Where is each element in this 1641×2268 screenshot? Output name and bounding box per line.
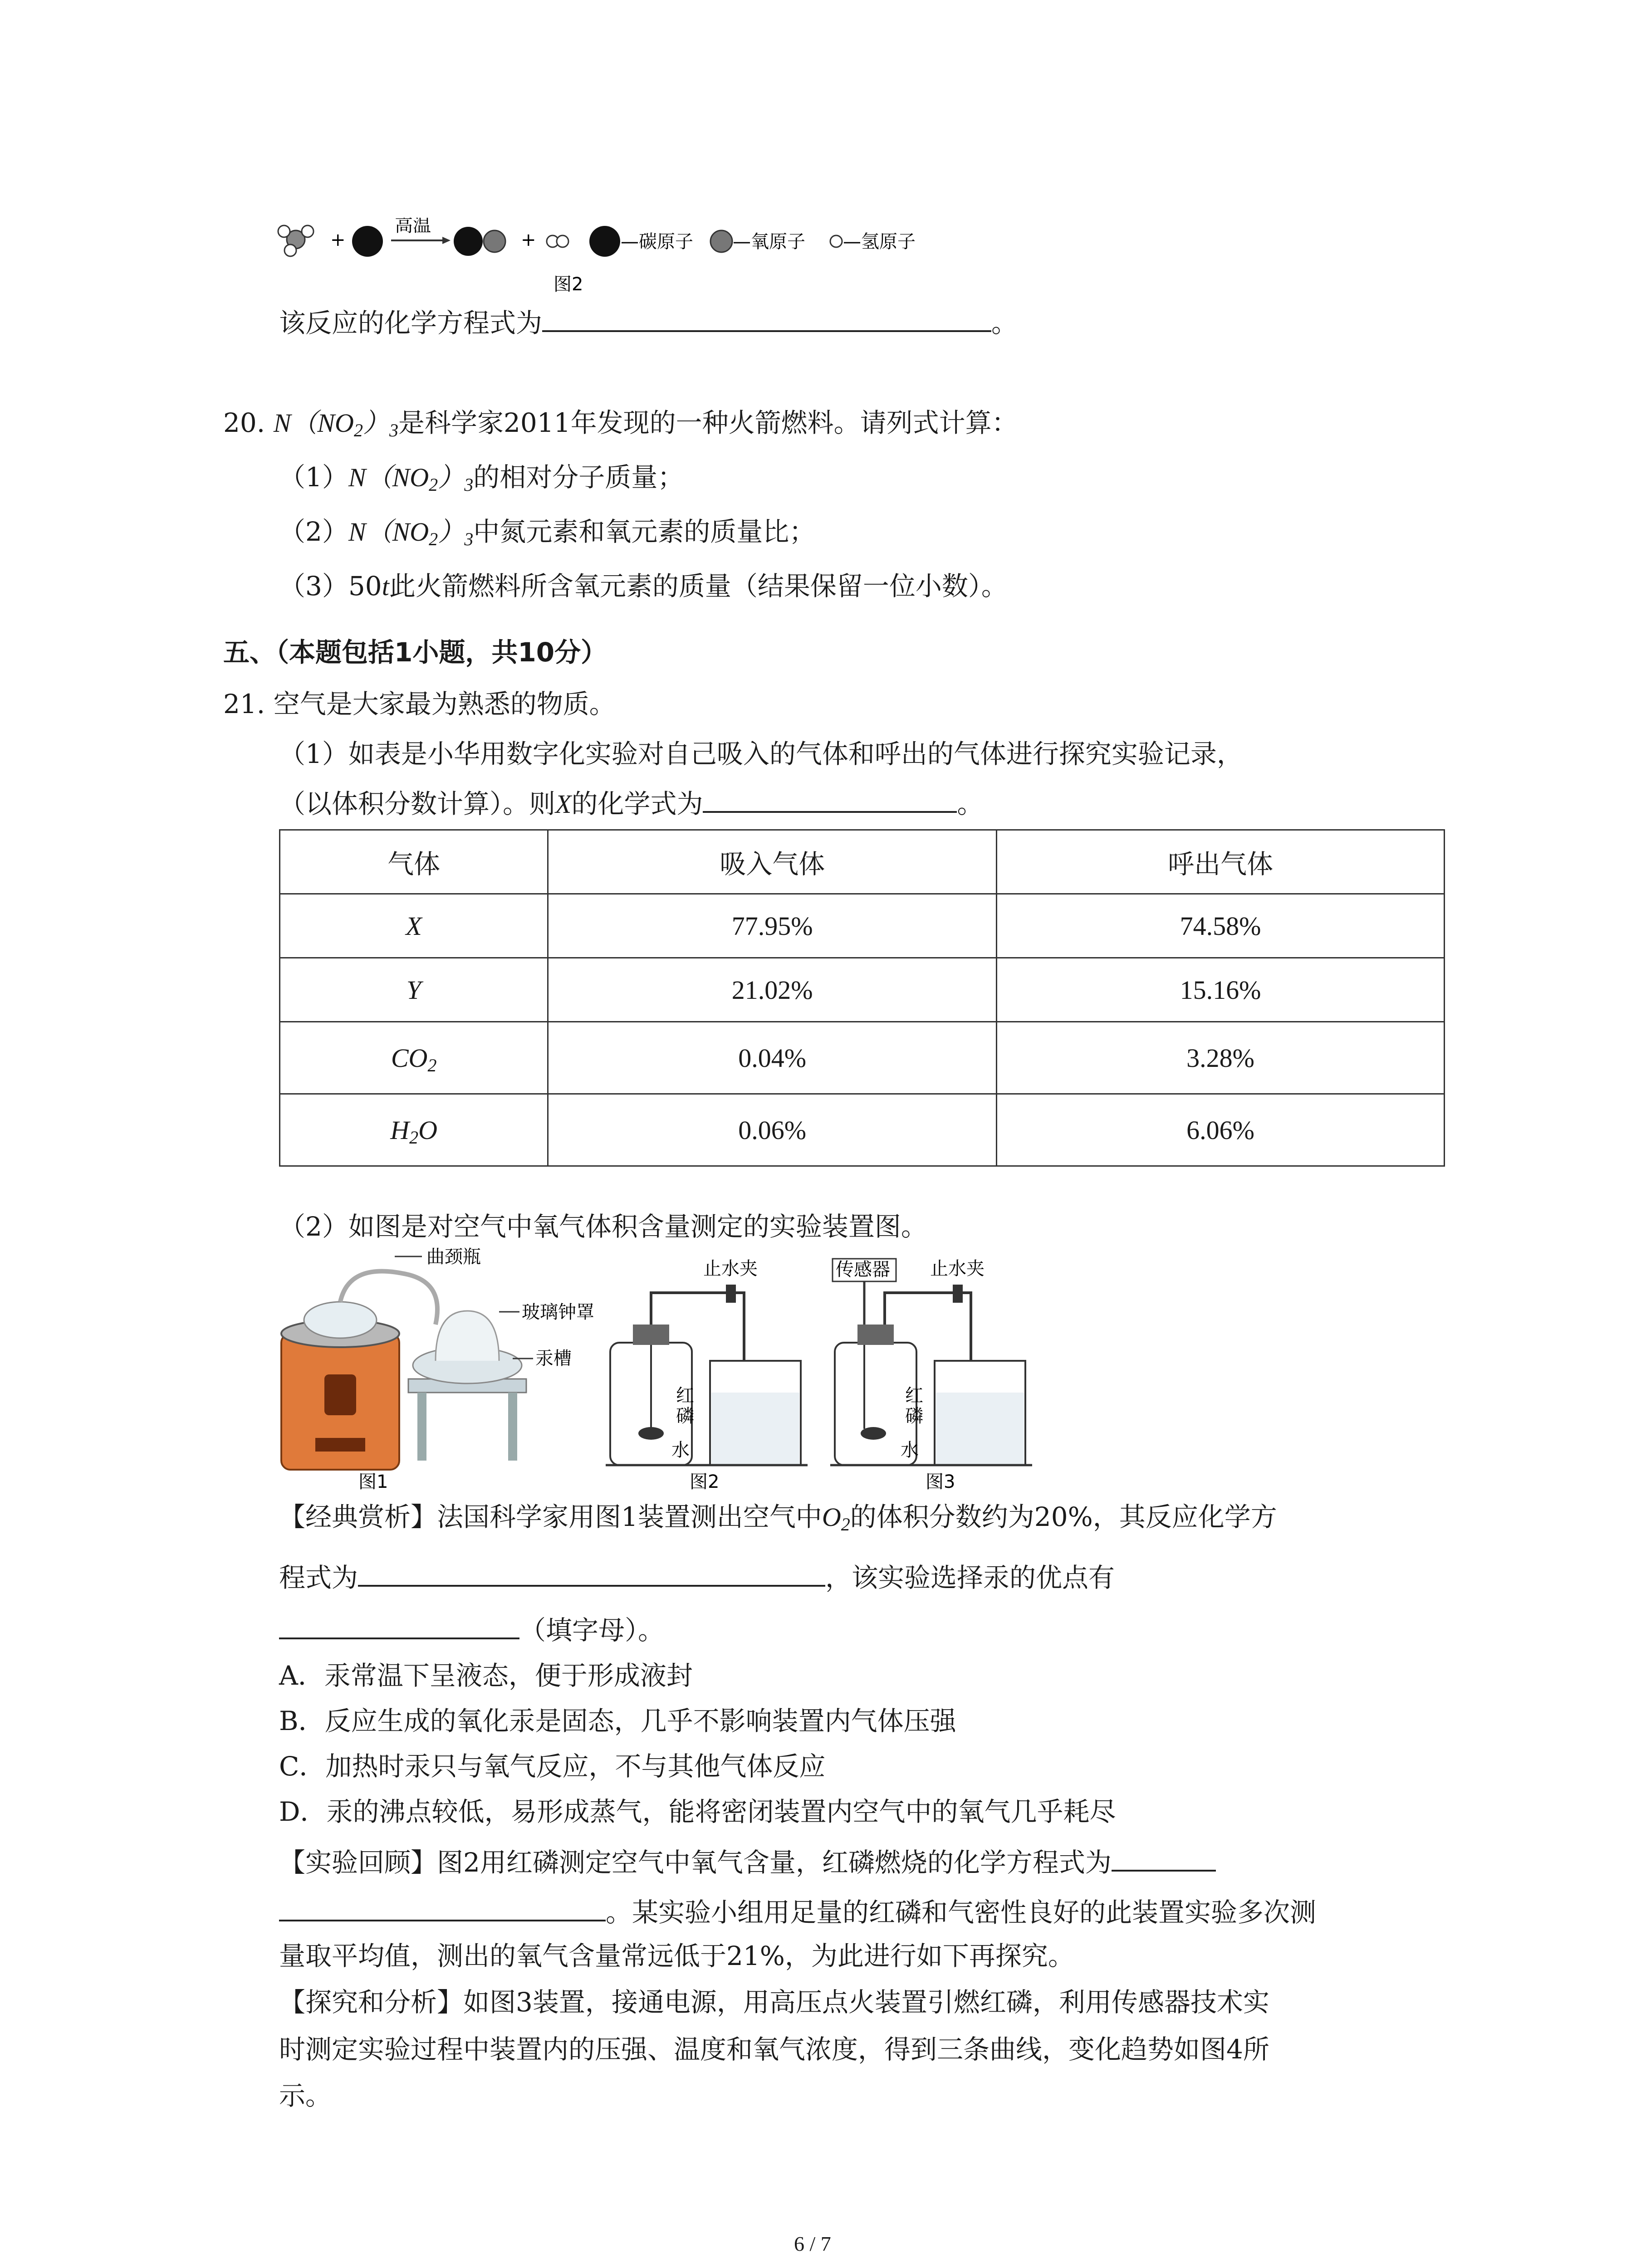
plus-sign: + — [330, 230, 346, 250]
q21-part2: （2）如图是对空气中氧气体积含量测定的实验装置图。 — [279, 1211, 927, 1242]
bell-jar-illustration — [408, 1311, 526, 1461]
label-sensor: 传感器 — [836, 1259, 890, 1280]
table-cell: 15.16% — [997, 958, 1445, 1022]
label-trough: 汞槽 — [535, 1348, 572, 1369]
table-cell-gas: Y — [280, 958, 548, 1022]
q19-end: 。 — [991, 308, 1018, 338]
table-cell-gas: $CO_2$ — [280, 1022, 548, 1094]
table-header-row — [280, 830, 1445, 894]
co-molecule — [454, 227, 505, 256]
option-b: B．反应生成的氧化汞是固态，几乎不影响装置内气体压强 — [279, 1706, 956, 1736]
legend-oxygen: —氧原子 — [733, 231, 805, 252]
table-row — [280, 1094, 1445, 1166]
q20-part3 — [279, 568, 1008, 605]
q21-part1-end: 。 — [957, 788, 984, 819]
classic-text-e: （填字母）。 — [519, 1615, 665, 1646]
q20-intro: 是科学家2011年发现的一种火箭燃料。请列式计算： — [398, 407, 1018, 438]
explore-line1: 【探究和分析】如图3装置，接通电源，用高压点火装置引燃红磷，利用传感器技术实 — [279, 1987, 1269, 2018]
h2-molecule — [547, 235, 568, 247]
page-number: 6 / 7 — [794, 2232, 831, 2255]
q20-part1 — [279, 459, 684, 499]
table-cell: 6.06% — [997, 1094, 1445, 1166]
fig3-apparatus — [830, 1258, 1032, 1492]
classic-text-c: 程式为 — [279, 1562, 358, 1593]
label-flask: 曲颈瓶 — [426, 1246, 481, 1267]
legend-hydrogen: —氢原子 — [843, 231, 916, 252]
legend-hydrogen-icon — [830, 235, 842, 247]
table-cell: 3.28% — [997, 1022, 1445, 1094]
q20-part3-label: （3）50 — [279, 571, 382, 601]
table-row — [280, 958, 1445, 1022]
classic-line1 — [279, 1499, 1277, 1538]
table-header: 呼出气体 — [997, 830, 1445, 894]
classic-text-d: ，该实验选择汞的优点有 — [825, 1562, 1115, 1593]
label-clamp-2: 止水夹 — [703, 1258, 758, 1279]
review-text-a: 【实验回顾】图2用红磷测定空气中氧气含量，红磷燃烧的化学方程式为 — [279, 1847, 1112, 1878]
caption-fig1: 图1 — [358, 1471, 388, 1492]
q21-part1-text-a: （以体积分数计算）。则 — [279, 788, 556, 819]
apparatus-figures — [272, 1243, 1053, 1497]
methane-molecule — [278, 225, 314, 256]
q20-part1-formula: $N(NO_2)_3$ — [348, 463, 474, 495]
q20-part2-text: 中氮元素和氧元素的质量比； — [473, 516, 816, 547]
fig2-apparatus — [606, 1258, 808, 1492]
table-cell: 0.04% — [548, 1022, 997, 1094]
table-header: 吸入气体 — [548, 830, 997, 894]
review-line2 — [279, 1892, 1316, 1931]
label-clamp-3: 止水夹 — [930, 1258, 985, 1279]
o2-formula: $O_2$ — [822, 1502, 850, 1535]
q21-part1-line1: （1）如表是小华用数字化实验对自己吸入的气体和呼出的气体进行探究实验记录， — [279, 738, 1243, 769]
table-cell: 21.02% — [548, 958, 997, 1022]
q20-number: 20. — [223, 407, 265, 438]
label-phos-2b: 磷 — [676, 1406, 694, 1427]
review-line1 — [279, 1843, 1216, 1881]
answer-blank[interactable] — [1112, 1843, 1216, 1872]
answer-blank[interactable] — [358, 1558, 825, 1587]
table-header: 气体 — [280, 830, 548, 894]
classic-line2 — [279, 1558, 1115, 1596]
carbon-atom — [352, 226, 383, 257]
answer-blank[interactable] — [279, 1610, 519, 1639]
explore-line3: 示。 — [279, 2080, 332, 2111]
answer-blank[interactable] — [542, 303, 991, 332]
q20-part1-label: （1） — [279, 462, 348, 493]
q21-stem — [223, 686, 616, 722]
q19-prompt: 该反应的化学方程式为 — [279, 308, 543, 338]
option-d: D．汞的沸点较低，易形成蒸气，能将密闭装置内空气中的氧气几乎耗尽 — [279, 1796, 1116, 1827]
q19-equation-line — [279, 303, 1018, 341]
q20-part2-formula: $N(NO_2)_3$ — [348, 517, 474, 549]
plus-sign-2: + — [521, 230, 536, 250]
legend-oxygen-icon — [710, 230, 732, 252]
arrow-head — [442, 237, 451, 244]
gas-table — [279, 829, 1445, 1167]
legend-carbon: —碳原子 — [621, 231, 693, 252]
table-row — [280, 1022, 1445, 1094]
table-row — [280, 894, 1445, 958]
label-water-3: 水 — [901, 1440, 919, 1461]
answer-blank[interactable] — [703, 784, 957, 813]
table-cell: 0.06% — [548, 1094, 997, 1166]
label-phos-3b: 磷 — [905, 1406, 923, 1427]
q20-stem — [223, 405, 1018, 444]
q21-number: 21. — [223, 689, 265, 719]
q20-part1-text: 的相对分子质量； — [473, 462, 684, 493]
label-phos-3a: 红 — [905, 1385, 923, 1406]
label-phos-2a: 红 — [676, 1385, 694, 1406]
section-title: 五、（本题包括1小题，共10分） — [223, 637, 607, 668]
q20-part3-unit: t — [382, 572, 389, 601]
q20-part2 — [279, 513, 815, 553]
q21-part1-text-b: 的化学式为 — [571, 788, 703, 819]
furnace-illustration — [281, 1271, 437, 1470]
explore-line2: 时测定实验过程中装置内的压强、温度和氧气浓度，得到三条曲线，变化趋势如图4所 — [279, 2034, 1269, 2065]
arrow-label: 高温 — [395, 218, 431, 236]
answer-blank[interactable] — [279, 1892, 606, 1921]
q21-stem-text: 空气是大家最为熟悉的物质。 — [273, 689, 616, 719]
caption-fig2: 图2 — [690, 1471, 720, 1492]
review-line3: 量取平均值，测出的氧气含量常远低于21%，为此进行如下再探究。 — [279, 1941, 1074, 1971]
option-a: A．汞常温下呈液态，便于形成液封 — [279, 1660, 693, 1691]
option-c: C．加热时汞只与氧气反应，不与其他气体反应 — [279, 1751, 826, 1782]
legend-carbon-icon — [589, 226, 620, 257]
classic-text-b: 的体积分数约为20%，其反应化学方 — [850, 1501, 1277, 1532]
classic-line3 — [279, 1610, 664, 1648]
figure-caption: 图2 — [554, 274, 583, 295]
table-cell: 74.58% — [997, 894, 1445, 958]
reaction-figure — [272, 218, 935, 299]
apparatus-svg — [272, 1243, 1053, 1497]
review-text-b: 。某实验小组用足量的红磷和气密性良好的此装置实验多次测 — [606, 1897, 1317, 1928]
caption-fig3: 图3 — [926, 1471, 955, 1492]
molecule-diagram — [272, 218, 935, 299]
table-cell-gas: X — [280, 894, 548, 958]
label-water-2: 水 — [671, 1440, 690, 1461]
q20-part3-text: 此火箭燃料所含氧元素的质量（结果保留一位小数）。 — [389, 571, 1008, 601]
q20-formula: $N(NO_2)_3$ — [273, 408, 398, 440]
q20-part2-label: （2） — [279, 516, 348, 547]
table-cell: 77.95% — [548, 894, 997, 958]
q21-part1-line2 — [279, 784, 983, 822]
label-bell-jar: 玻璃钟罩 — [522, 1302, 594, 1323]
q21-part1-x: X — [555, 789, 572, 819]
classic-text-a: 【经典赏析】法国科学家用图1装置测出空气中 — [279, 1501, 822, 1532]
table-cell-gas: $H_2O$ — [280, 1094, 548, 1166]
